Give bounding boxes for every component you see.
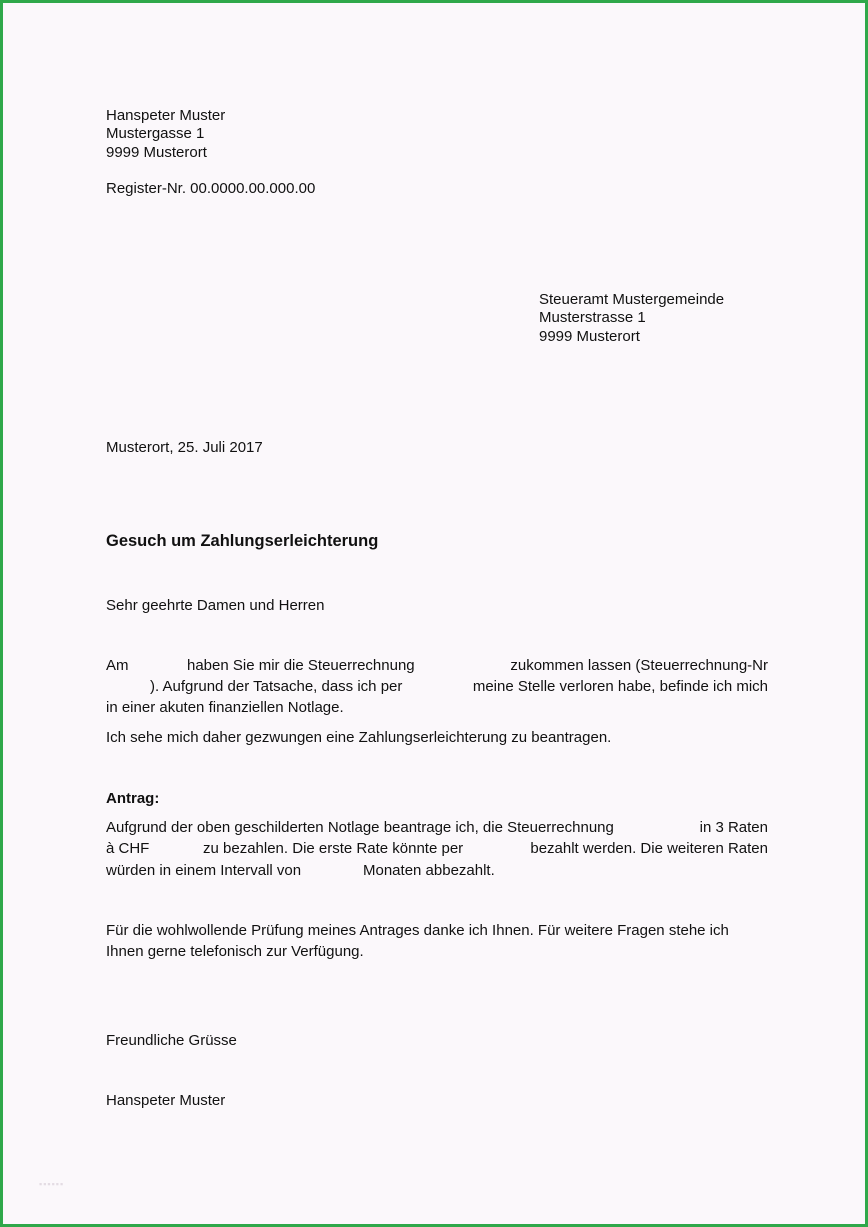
recipient-city: 9999 Musterort — [539, 328, 640, 345]
antrag-heading: Antrag: — [106, 790, 160, 807]
text-segment: in 3 Raten — [699, 819, 768, 836]
text-segment: Aufgrund der oben geschilderten Notlage beantrage ich, die Steuerrechnung — [106, 819, 614, 836]
sender-street: Mustergasse 1 — [106, 125, 205, 142]
watermark-mark: ▪▪▪▪▪▪ — [39, 1179, 65, 1189]
sender-name: Hanspeter Muster — [106, 107, 226, 124]
text-segment: meine Stelle verloren habe, befinde ich mich — [472, 678, 768, 695]
text-segment: à CHF — [106, 840, 150, 857]
text-segment: würden in einem Intervall von — [106, 862, 302, 879]
closing-paragraph-line2: Ihnen gerne telefonisch zur Verfügung. — [106, 943, 364, 960]
sender-register-number: Register-Nr. 00.0000.00.000.00 — [106, 180, 316, 197]
text-segment: ). Aufgrund der Tatsache, dass ich per — [150, 678, 403, 695]
date-line: Musterort, 25. Juli 2017 — [106, 439, 263, 456]
salutation: Sehr geehrte Damen und Herren — [106, 597, 325, 614]
text-segment: Am — [106, 657, 129, 674]
text-segment: zukommen lassen (Steuerrechnung-Nr — [510, 657, 768, 674]
closing-paragraph-line1: Für die wohlwollende Prüfung meines Antrages danke ich Ihnen. Für weitere Fragen stehe ich — [106, 922, 729, 939]
text-segment: haben Sie mir die Steuerrechnung — [187, 657, 415, 674]
recipient-name: Steueramt Mustergemeinde — [539, 291, 725, 308]
closing-greeting: Freundliche Grüsse — [106, 1032, 237, 1049]
paragraph1-line3: in einer akuten finanziellen Notlage. — [106, 699, 344, 716]
signature-name: Hanspeter Muster — [106, 1092, 226, 1109]
text-segment: zu bezahlen. Die erste Rate könnte per — [203, 840, 464, 857]
subject-heading: Gesuch um Zahlungserleichterung — [106, 532, 379, 550]
recipient-street: Musterstrasse 1 — [539, 309, 646, 326]
paragraph2: Ich sehe mich daher gezwungen eine Zahlungserleichterung zu beantragen. — [106, 729, 612, 746]
sender-city: 9999 Musterort — [106, 144, 207, 161]
text-segment: Monaten abbezahlt. — [363, 862, 495, 879]
text-segment: bezahlt werden. Die weiteren Raten — [530, 840, 768, 857]
